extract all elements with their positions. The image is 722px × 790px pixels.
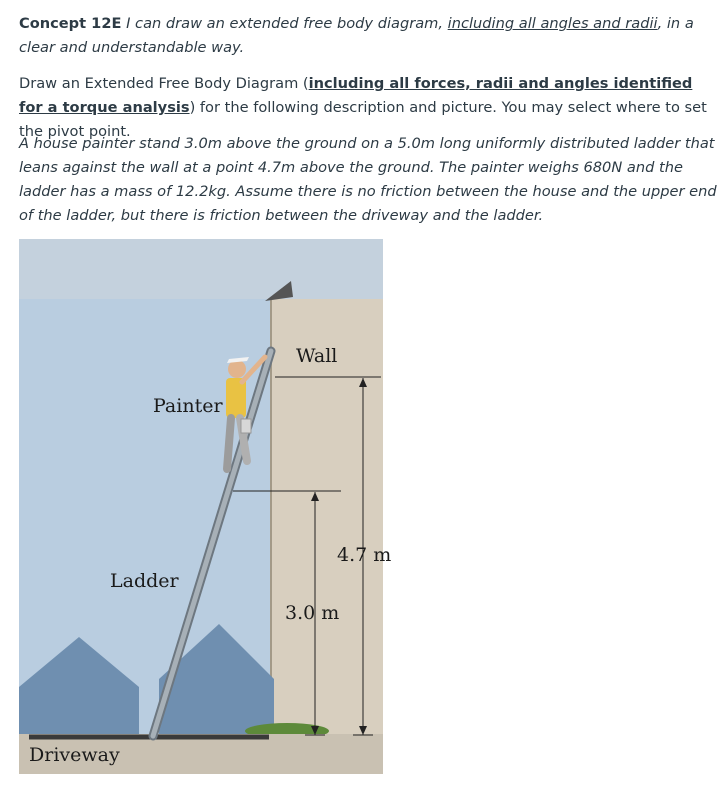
concept-statement (19, 12, 719, 60)
driveway-label: Driveway (29, 744, 120, 766)
ladder-figure (19, 239, 392, 774)
ladder-label: Ladder (110, 570, 179, 592)
concept-link[interactable]: including all angles and radii (447, 15, 658, 32)
sky-top-haze (19, 239, 383, 299)
painter-label: Painter (153, 395, 223, 417)
painter-height-label: 3.0 m (285, 602, 340, 624)
concept-heading: Concept 12E (19, 15, 122, 32)
problem-description: A house painter stand 3.0m above the ground on a 5.0m long uniformly distributed ladder that leans against the wall at a point 4.7m above the ground. The painter weighs 680N and the ladder has a mass of 12.2kg. Assume there is no friction between the house and the upper end of the ladder, but there is friction between the driveway and the ladder. (19, 135, 717, 224)
wall-label: Wall (296, 345, 338, 367)
instructions-text-before: Draw an Extended Free Body Diagram ( (19, 75, 309, 92)
instructions-emphasis: including all forces, radii and angles identified for a torque analysis (19, 75, 693, 116)
painter-head (228, 360, 246, 378)
concept-text-after: , in a clear and understandable way. (19, 15, 694, 56)
concept-text-before: I can draw an extended free body diagram, (121, 15, 448, 32)
wall-height-label: 4.7 m (337, 544, 392, 566)
painter-leg-back (227, 418, 231, 469)
instructions-text-after: ) for the following description and picture. You may select where to set the pivot point. (19, 99, 707, 140)
ladder-illustration (19, 239, 383, 774)
paint-bucket (241, 419, 251, 433)
